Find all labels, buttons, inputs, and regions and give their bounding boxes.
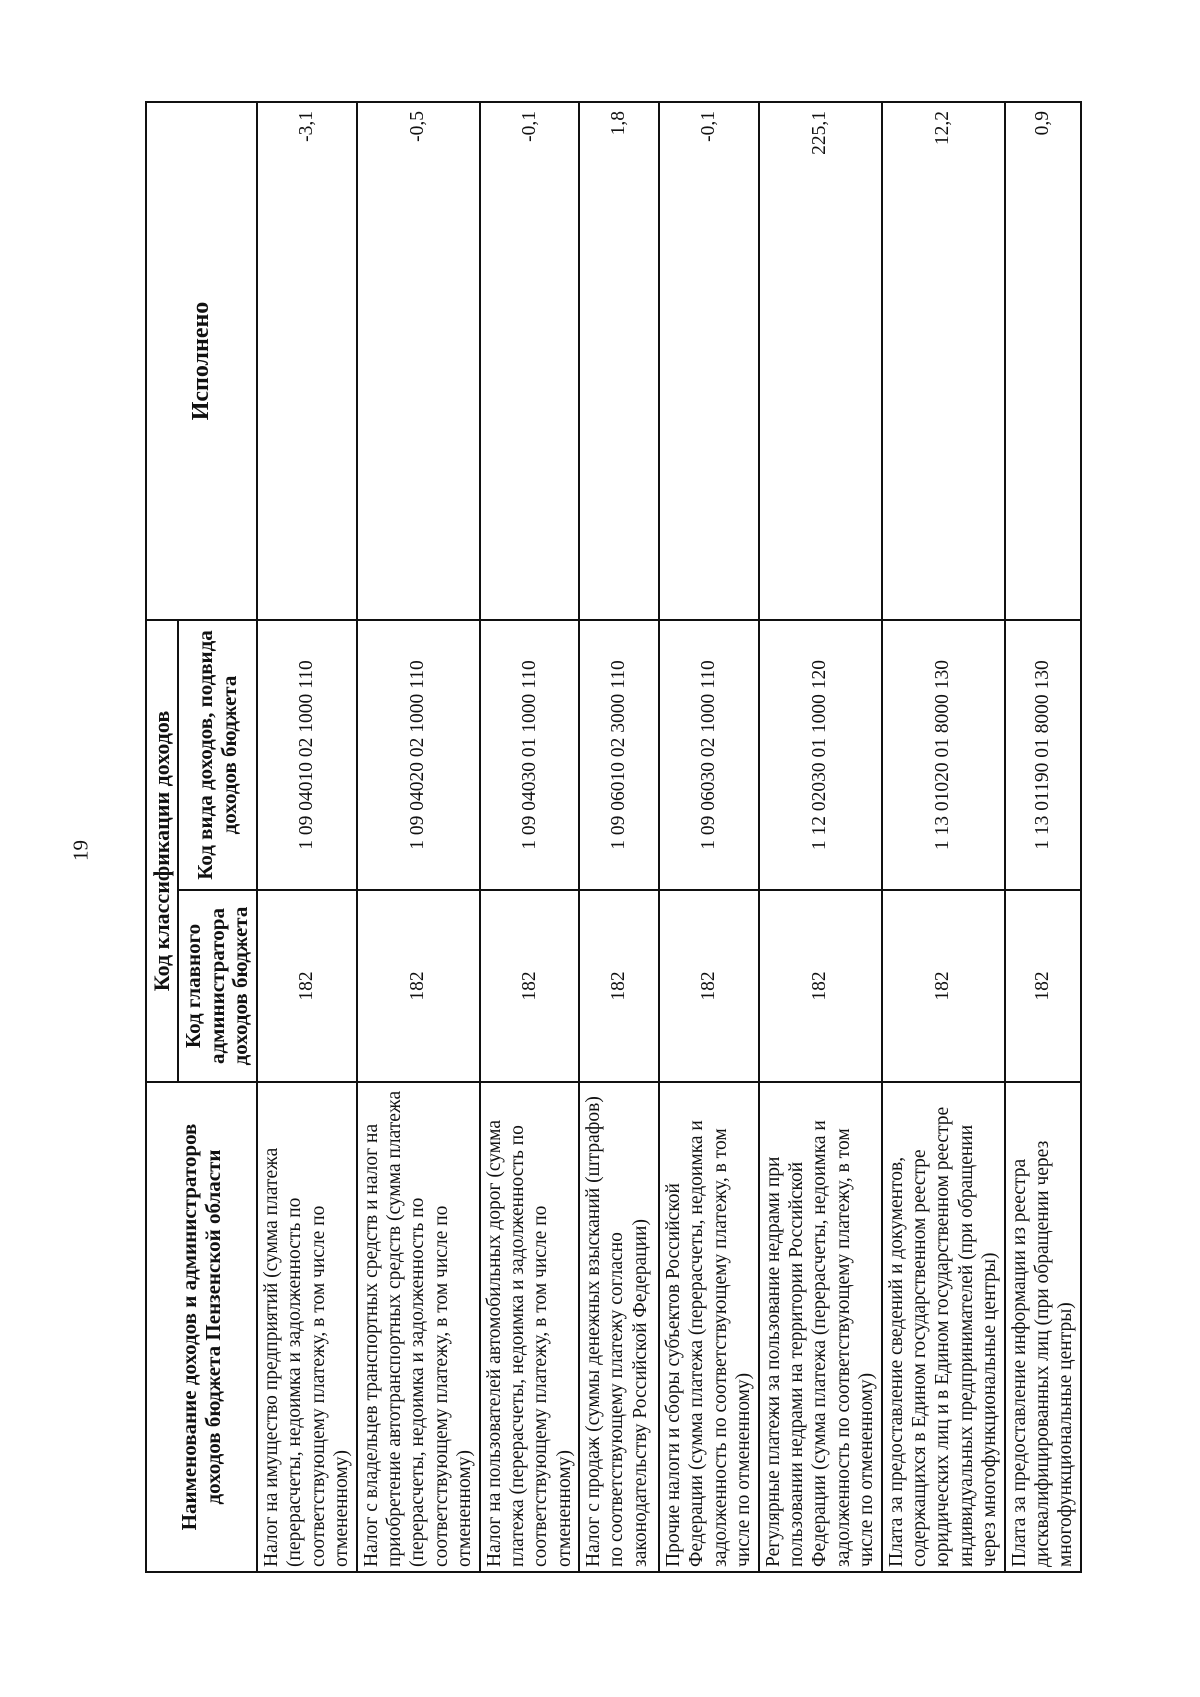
row-executed: -0,1 xyxy=(659,102,759,620)
row-type-code: 1 09 04030 01 1000 110 xyxy=(480,620,580,890)
header-name: Наименование доходов и администраторов доходов бюджета Пензенской области xyxy=(146,1082,257,1572)
row-name: Регулярные платежи за пользование недрами при пользовании недрами на территории Российской Федерации (сумма платежа (перерасчеты, недоимка и задолженность по соответствующему платежу, в том числе по отмененному) xyxy=(759,1082,882,1572)
header-row-1 xyxy=(146,102,178,1572)
row-admin-code: 182 xyxy=(659,890,759,1082)
row-executed: 0,9 xyxy=(1005,102,1081,620)
row-name: Налог с продаж (суммы денежных взысканий (штрафов) по соответствующему платежу согласно законодательству Российской Федерации) xyxy=(579,1082,659,1572)
row-executed: -0,5 xyxy=(357,102,480,620)
row-admin-code: 182 xyxy=(1005,890,1081,1082)
table-row xyxy=(759,102,882,1572)
row-type-code: 1 13 01190 01 8000 130 xyxy=(1005,620,1081,890)
row-type-code: 1 09 04020 02 1000 110 xyxy=(357,620,480,890)
row-executed: -0,1 xyxy=(480,102,580,620)
table-row xyxy=(659,102,759,1572)
row-admin-code: 182 xyxy=(882,890,1005,1082)
row-admin-code: 182 xyxy=(759,890,882,1082)
table-row xyxy=(357,102,480,1572)
header-type-code: Код вида доходов, подвида доходов бюджета xyxy=(178,620,257,890)
header-admin-code: Код главного администратора доходов бюджета xyxy=(178,890,257,1082)
row-name: Плата за предоставление сведений и документов, содержащихся в Едином государственном реестре юридических лиц и в Едином государственном реестре индивидуальных предпринимателей (при обращении через многофункциональные центры) xyxy=(882,1082,1005,1572)
row-name: Плата за предоставление информации из реестра дисквалифицированных лиц (при обращении через многофункциональные центры) xyxy=(1005,1082,1081,1572)
row-type-code: 1 09 04010 02 1000 110 xyxy=(257,620,357,890)
row-admin-code: 182 xyxy=(480,890,580,1082)
revenue-table xyxy=(145,101,1082,1573)
row-executed: 1,8 xyxy=(579,102,659,620)
row-type-code: 1 09 06030 02 1000 110 xyxy=(659,620,759,890)
row-executed: 12,2 xyxy=(882,102,1005,620)
header-executed: Исполнено xyxy=(146,102,257,620)
table-row xyxy=(1005,102,1081,1572)
row-name: Прочие налоги и сборы субъектов Российской Федерации (сумма платежа (перерасчеты, недоимка и задолженность по соответствующему платежу, в том числе по отмененному) xyxy=(659,1082,759,1572)
row-name: Налог на имущество предприятий (сумма платежа (перерасчеты, недоимка и задолженность по соответствующему платежу, в том числе по отмененному) xyxy=(257,1082,357,1572)
table-row xyxy=(882,102,1005,1572)
row-type-code: 1 13 01020 01 8000 130 xyxy=(882,620,1005,890)
row-admin-code: 182 xyxy=(257,890,357,1082)
row-admin-code: 182 xyxy=(357,890,480,1082)
page-number: 19 xyxy=(68,840,93,861)
row-type-code: 1 12 02030 01 1000 120 xyxy=(759,620,882,890)
row-executed: -3,1 xyxy=(257,102,357,620)
row-name: Налог с владельцев транспортных средств и налог на приобретение автотранспортных средств (сумма платежа (перерасчеты, недоимка и задолженность по соответствующему платежу, в том числе по отмененному) xyxy=(357,1082,480,1572)
table-row xyxy=(480,102,580,1572)
header-code-group: Код классификации доходов xyxy=(146,620,178,1082)
table-row xyxy=(257,102,357,1572)
table-row xyxy=(579,102,659,1572)
row-executed: 225,1 xyxy=(759,102,882,620)
row-type-code: 1 09 06010 02 3000 110 xyxy=(579,620,659,890)
rotated-table-container xyxy=(145,103,1077,1573)
row-admin-code: 182 xyxy=(579,890,659,1082)
row-name: Налог на пользователей автомобильных дорог (сумма платежа (перерасчеты, недоимка и задолженность по соответствующему платежу, в том числе по отмененному) xyxy=(480,1082,580,1572)
